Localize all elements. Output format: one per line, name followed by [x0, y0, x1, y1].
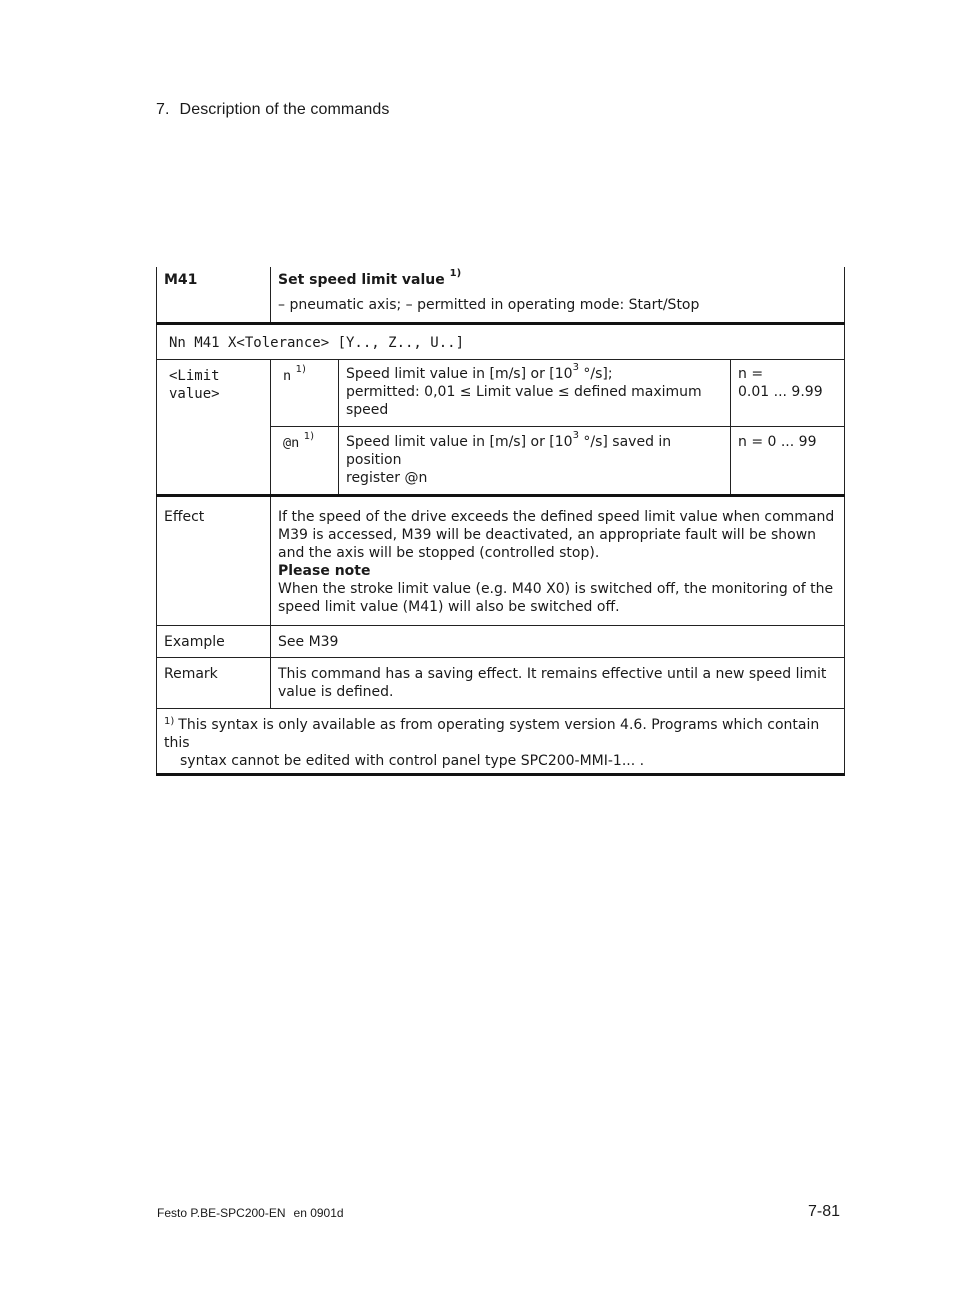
note-text: When the stroke limit value (e.g. M40 X0) is switched off, the monitoring of the speed limit value (M41) will also be switched off. — [278, 581, 834, 615]
remark-label: Remark — [157, 658, 271, 709]
remark-row — [157, 658, 845, 709]
title-footnote-marker: 1) — [449, 268, 462, 280]
footer-lang: en 0901d — [293, 1206, 344, 1220]
effect-text: If the speed of the drive exceeds the defined speed limit value when command M39 is accessed, M39 will be deactivated, an appropriate fault will be shown and the axis will be stopped (controlled stop). — [278, 509, 835, 561]
command-subtitle: – pneumatic axis; – permitted in operating mode: Start/Stop — [278, 297, 700, 313]
effect-label: Effect — [157, 496, 271, 626]
syntax-text: Nn M41 X<Tolerance> [Y.., Z.., U..] — [157, 324, 845, 360]
command-title-cell — [271, 267, 845, 324]
param-desc-n: Speed limit value in [m/s] or [$10^3$ °/s]; permitted: 0,01 ≤ Limit value ≤ defined maximum speed — [339, 360, 731, 427]
footnote-line2: syntax cannot be edited with control panel type SPC200-MMI-1... . — [180, 753, 645, 769]
footnote-cell — [157, 709, 845, 775]
param-name: <Limit value> — [157, 360, 271, 496]
footnote-marker: 1) — [164, 716, 175, 727]
note-heading: Please note — [278, 563, 371, 579]
param-range-at-n: n = 0 ... 99 — [731, 427, 845, 496]
command-table — [156, 267, 845, 776]
section-number: 7. — [156, 101, 170, 118]
section-header — [156, 101, 389, 119]
example-row — [157, 626, 845, 658]
footer-doc-info — [157, 1206, 344, 1220]
param-desc-at-n: Speed limit value in [m/s] or [$10^3$ °/s] saved in position register @n — [339, 427, 731, 496]
param-symbol-at-n: @n $^{1)}$ — [271, 427, 339, 496]
footnote-line1: This syntax is only available as from operating system version 4.6. Programs which contain this — [164, 717, 820, 751]
command-title-row — [157, 267, 845, 324]
syntax-row — [157, 324, 845, 360]
command-code: M41 — [157, 267, 271, 324]
param-row-n — [157, 360, 845, 427]
footer-doc: Festo P.BE-SPC200-EN — [157, 1206, 286, 1220]
param-symbol-n: n $^{1)}$ — [271, 360, 339, 427]
page-number: 7-81 — [807, 1203, 840, 1220]
footnote-row — [157, 709, 845, 775]
example-label: Example — [157, 626, 271, 658]
effect-content — [271, 496, 845, 626]
remark-text: This command has a saving effect. It remains effective until a new speed limit value is defined. — [271, 658, 845, 709]
param-range-n: n = 0.01 ... 9.99 — [731, 360, 845, 427]
example-text: See M39 — [271, 626, 845, 658]
command-title: Set speed limit value — [278, 272, 445, 288]
effect-row — [157, 496, 845, 626]
section-title: Description of the commands — [179, 101, 390, 118]
